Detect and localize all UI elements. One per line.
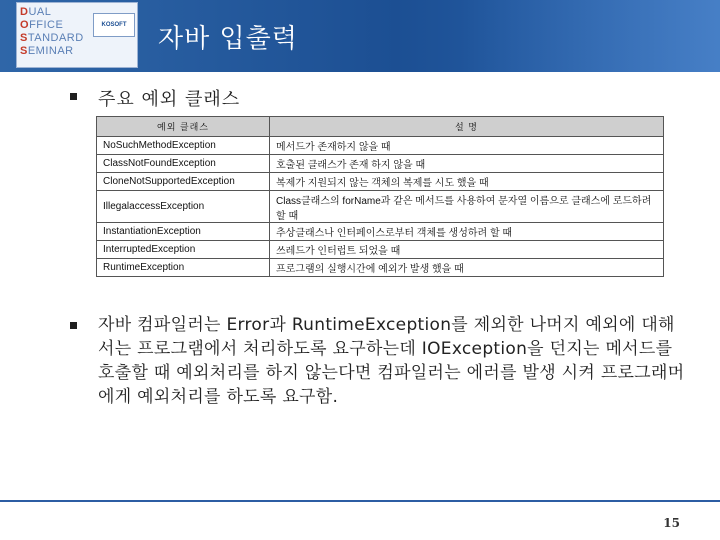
column-header-class: 예외 클래스	[97, 117, 270, 137]
exception-table	[96, 116, 664, 277]
exception-name: InterruptedException	[97, 241, 270, 259]
table-row	[97, 137, 664, 155]
table-row	[97, 155, 664, 173]
exception-name: ClassNotFoundException	[97, 155, 270, 173]
table-row	[97, 223, 664, 241]
exception-description: Class클래스의 forName과 같은 메서드를 사용하여 문자열 이름으로 클래스에 로드하려 할 때	[270, 191, 664, 223]
table-header-row	[97, 117, 664, 137]
exception-description: 호출된 클래스가 존재 하지 않을 때	[270, 155, 664, 173]
exception-name: NoSuchMethodException	[97, 137, 270, 155]
logo-line-4: SEMINAR	[20, 45, 74, 57]
kosoft-emblem: KOSOFT	[93, 13, 135, 37]
header-gradient	[460, 0, 720, 72]
body-paragraph: 자바 컴파일러는 Error과 RuntimeException를 제외한 나머지 예외에 대해서는 프로그램에서 처리하도록 요구하는데 IOException을 던지는 메서드를 호출할 때 예외처리를 하지 않는다면 컴파일러는 에러를 발생 시켜 프로그래머에게 예외처리를 하도록 요구함.	[98, 315, 685, 407]
table-row	[97, 241, 664, 259]
exception-description: 프로그램의 실행시간에 예외가 발생 했을 때	[270, 259, 664, 277]
section-heading: 주요 예외 클래스	[98, 89, 241, 110]
logo-line-2: OFFICE	[20, 19, 64, 31]
exception-name: RuntimeException	[97, 259, 270, 277]
logo-line-3: STANDARD	[20, 32, 84, 44]
bullet-icon	[70, 93, 77, 100]
exception-description: 복제가 지원되지 않는 객체의 복제를 시도 했을 때	[270, 173, 664, 191]
page-number: 15	[663, 516, 680, 530]
exception-description: 추상클래스나 인터페이스로부터 객체를 생성하려 할 때	[270, 223, 664, 241]
exception-name: InstantiationException	[97, 223, 270, 241]
exception-name: CloneNotSupportedException	[97, 173, 270, 191]
exception-description: 메서드가 존재하지 않을 때	[270, 137, 664, 155]
seminar-logo	[16, 2, 138, 68]
exception-description: 쓰레드가 인터럽트 되었을 때	[270, 241, 664, 259]
logo-line-1: DUAL	[20, 6, 52, 18]
bullet-icon	[70, 322, 77, 329]
logo-text	[20, 6, 84, 58]
table-row	[97, 191, 664, 223]
table-row	[97, 259, 664, 277]
page-title: 자바 입출력	[158, 24, 298, 54]
column-header-description: 설 명	[270, 117, 664, 137]
header-banner	[0, 0, 720, 72]
exception-name: IllegalaccessException	[97, 191, 270, 223]
footer-divider	[0, 500, 720, 502]
table-row	[97, 173, 664, 191]
